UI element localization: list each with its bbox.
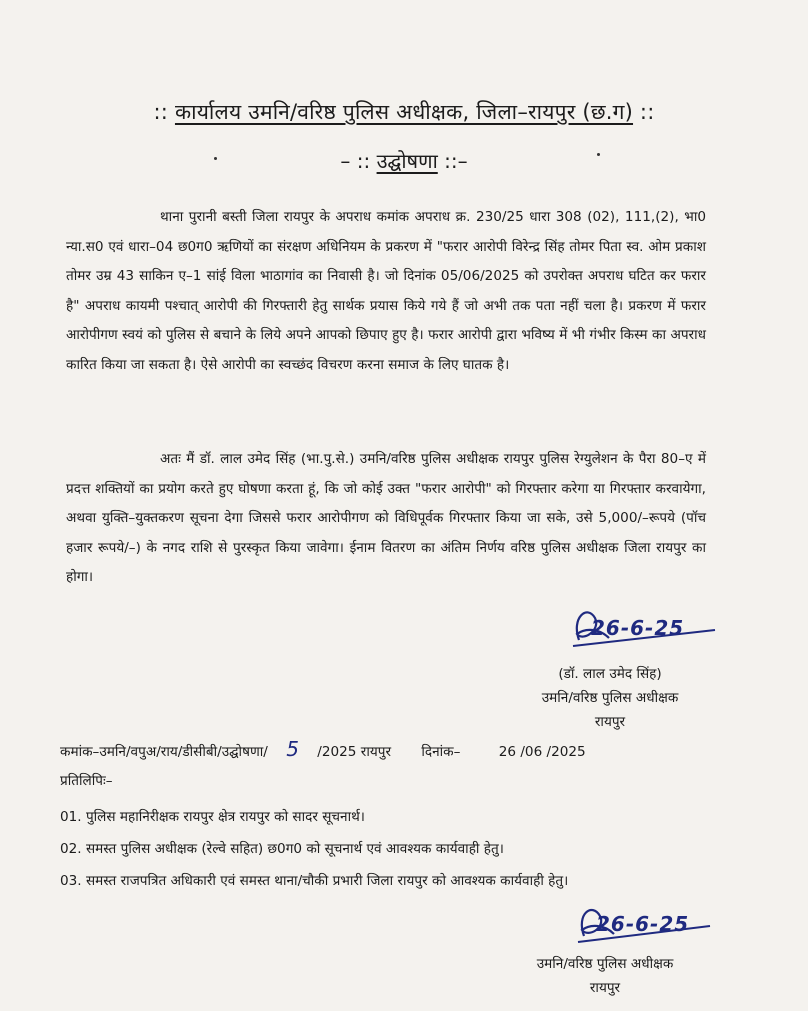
signature-1 xyxy=(565,598,725,658)
copy-item: 01. पुलिस महानिरीक्षक रायपुर क्षेत्र रायपुर को सादर सूचनार्थ। xyxy=(60,809,365,825)
heading-prefix: :: xyxy=(153,100,169,124)
reference-prefix: कमांक–उमनि/वपुअ/राय/डीसीबी/उद्घोषणा/ xyxy=(60,744,268,760)
subheading-title: उद्घोषणा xyxy=(376,149,438,173)
date-value: 26 /06 /2025 xyxy=(498,744,586,760)
subheading-prefix: – :: xyxy=(340,149,371,173)
footer-city: रायपुर xyxy=(589,980,621,996)
heading-title: कार्यालय उमनि/वरिष्ठ पुलिस अधीक्षक, जिला–रायपुर (छ.ग) xyxy=(174,100,634,124)
reference-number: 5 xyxy=(286,737,299,761)
officer-block xyxy=(500,662,720,734)
heading-suffix: :: xyxy=(639,100,655,124)
signature-2 xyxy=(570,898,720,954)
date-label: दिनांक– xyxy=(421,744,461,760)
officer-city: रायपुर xyxy=(594,714,626,730)
officer-name: (डॉ. लाल उमेद सिंह) xyxy=(558,666,662,682)
copy-item: 03. समस्त राजपत्रित अधिकारी एवं समस्त थाना/चौकी प्रभारी जिला रायपुर को आवश्यक कार्यवाही हेतु। xyxy=(60,873,569,889)
signature-1-date: 26-6-25 xyxy=(591,616,685,640)
paragraph-case-details: थाना पुरानी बस्ती जिला रायपुर के अपराध कमांक अपराध क्र. 230/25 धारा 308 (02), 111,(2), भा0 न्या.स0 एवं धारा–04 छ0ग0 ऋणियों का संरक्षण अधिनियम के प्रकरण में "फरार आरोपी विरेन्द्र सिंह तोमर पिता स्व. ओम प्रकाश तोमर उम्र 43 साकिन ए–1 सांई विला भाठागांव का निवासी है। जो दिनांक 05/06/2025 को उपरोक्त अपराध घटित कर फरार है" अपराध कायमी पश्चात् आरोपी की गिरफ्तारी हेतु सार्थक प्रयास किये गये हैं जो अभी तक पता नहीं चला है। प्रकरण में फरार आरोपीगण स्वयं को पुलिस से बचाने के लिये अपने आपको छिपाए हुए है। फरार आरोपी द्वारा भविष्य में भी गंभीर किस्म का अपराध कारित किया जा सकता है। ऐसे आरोपी का स्वच्छंद विचरण करना समाज के लिए घातक है। xyxy=(66,209,706,373)
copy-to-label: प्रतिलिपिः– xyxy=(60,773,113,789)
footer-designation: उमनि/वरिष्ठ पुलिस अधीक्षक xyxy=(536,956,674,972)
proclamation-heading xyxy=(0,147,808,174)
copy-item: 02. समस्त पुलिस अधीक्षक (रेल्वे सहित) छ0ग0 को सूचनार्थ एवं आवश्यक कार्यवाही हेतु। xyxy=(60,841,504,857)
paragraph-reward-declaration: अतः मैं डॉ. लाल उमेद सिंह (भा.पु.से.) उमनि/वरिष्ठ पुलिस अधीक्षक रायपुर पुलिस रेग्युलेशन के पैरा 80–ए में प्रदत्त शक्तियों का प्रयोग करते हुए घोषणा करता हूं, कि जो कोई उक्त "फरार आरोपी" को गिरफ्तार करेगा या गिरफ्तार करवायेगा, अथवा युक्ति–युक्तकरण सूचना देगा जिससे फरार आरोपीगण को विधिपूर्वक गिरफ्तार किया जा सके, उसे 5,000/–रूपये (पॉच हजार रूपये/–) के नगद राशि से पुरस्कृत किया जावेगा। ईनाम वितरण का अंतिम निर्णय वरिष्ठ पुलिस अधीक्षक जिला रायपुर का होगा। xyxy=(66,451,706,585)
office-heading xyxy=(0,98,808,126)
signature-2-date: 26-6-25 xyxy=(596,912,690,936)
subheading-suffix: ::– xyxy=(444,149,468,173)
reference-suffix: /2025 रायपुर xyxy=(317,744,392,760)
reference-line xyxy=(60,737,710,761)
scan-speck xyxy=(214,157,217,160)
footer-officer-block xyxy=(495,952,715,1000)
officer-designation: उमनि/वरिष्ठ पुलिस अधीक्षक xyxy=(541,690,679,706)
scan-speck xyxy=(597,153,600,156)
